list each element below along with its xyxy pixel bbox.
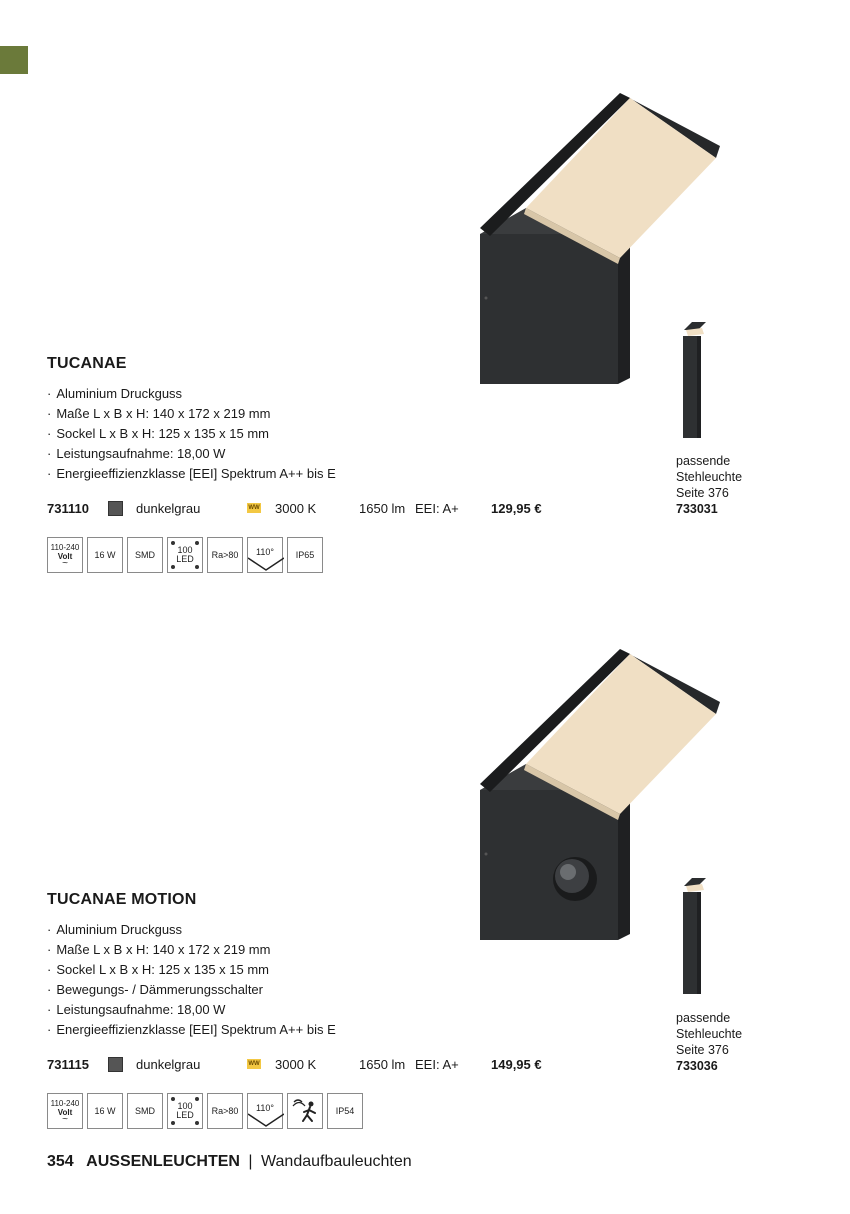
article-number: 731110 (47, 501, 89, 516)
subsection-title: Wandaufbauleuchten (261, 1153, 412, 1170)
section-color-tab (0, 46, 28, 74)
feature-item: · Bewegungs- / Dämmerungsschalter (47, 980, 336, 1000)
note-line: Stehleuchte (676, 1027, 743, 1041)
product-title: TUCANAE (47, 355, 127, 372)
note-page: Seite 376 (676, 1043, 729, 1057)
bollard-article-number: 733031 (676, 502, 718, 516)
color-rendering-icon: Ra>80 (207, 1093, 243, 1129)
color-temperature: 3000 K (275, 1057, 317, 1072)
feature-item: · Sockel L x B x H: 125 x 135 x 15 mm (47, 960, 336, 980)
beam-angle-icon: 110° (247, 537, 283, 573)
product-title: TUCANAE MOTION (47, 891, 197, 908)
section-title: AUSSENLEUCHTEN (86, 1153, 240, 1170)
feature-item: · Leistungsaufnahme: 18,00 W (47, 444, 336, 464)
matching-bollard-note (676, 453, 742, 517)
spec-icon-row (47, 1093, 363, 1129)
ip-rating-icon: IP65 (287, 537, 323, 573)
smd-icon: SMD (127, 537, 163, 573)
color-name: dunkelgrau (136, 501, 201, 516)
matching-bollard-note (676, 1010, 742, 1074)
feature-item: · Leistungsaufnahme: 18,00 W (47, 1000, 336, 1020)
motion-sensor-icon (287, 1093, 323, 1129)
wattage-icon: 16 W (87, 537, 123, 573)
energy-class: EEI: A+ (415, 1057, 459, 1072)
bollard-article-number: 733036 (676, 1059, 718, 1073)
price: 129,95 € (491, 501, 542, 516)
bollard-light-image (676, 320, 712, 442)
feature-item: · Energieeffizienzklasse [EEI] Spektrum A++ bis E (47, 1020, 336, 1040)
warm-white-badge: WW (248, 505, 260, 511)
spec-icon-row (47, 537, 323, 573)
warm-white-badge: WW (248, 1061, 260, 1067)
voltage-icon: 110-240 Volt ~ (47, 1093, 83, 1129)
ip-rating-icon: IP54 (327, 1093, 363, 1129)
note-line: passende (676, 1011, 731, 1025)
led-count-icon: 100 LED (167, 1093, 203, 1129)
note-line: Stehleuchte (676, 470, 743, 484)
voltage-icon: 110-240 Volt ~ (47, 537, 83, 573)
color-temperature: 3000 K (275, 501, 317, 516)
color-rendering-icon: Ra>80 (207, 537, 243, 573)
wattage-icon: 16 W (87, 1093, 123, 1129)
color-swatch (108, 501, 123, 516)
page-footer (47, 1153, 412, 1171)
note-line: passende (676, 454, 731, 468)
lumen-value: 1650 lm (359, 501, 406, 516)
note-page: Seite 376 (676, 486, 729, 500)
feature-list (47, 384, 336, 484)
price: 149,95 € (491, 1057, 542, 1072)
feature-item: · Aluminium Druckguss (47, 920, 336, 940)
article-number: 731115 (47, 1057, 89, 1072)
footer-separator: | (248, 1153, 253, 1170)
feature-item: · Energieeffizienzklasse [EEI] Spektrum A++ bis E (47, 464, 336, 484)
feature-item: · Maße L x B x H: 140 x 172 x 219 mm (47, 940, 336, 960)
page-number: 354 (47, 1153, 74, 1170)
led-count-icon: 100 LED (167, 537, 203, 573)
feature-item: · Sockel L x B x H: 125 x 135 x 15 mm (47, 424, 336, 444)
color-swatch (108, 1057, 123, 1072)
feature-item: · Aluminium Druckguss (47, 384, 336, 404)
lumen-value: 1650 lm (359, 1057, 406, 1072)
smd-icon: SMD (127, 1093, 163, 1129)
energy-class: EEI: A+ (415, 501, 459, 516)
color-name: dunkelgrau (136, 1057, 201, 1072)
beam-angle-icon: 110° (247, 1093, 283, 1129)
feature-list (47, 920, 336, 1040)
bollard-light-image (676, 876, 712, 998)
feature-item: · Maße L x B x H: 140 x 172 x 219 mm (47, 404, 336, 424)
